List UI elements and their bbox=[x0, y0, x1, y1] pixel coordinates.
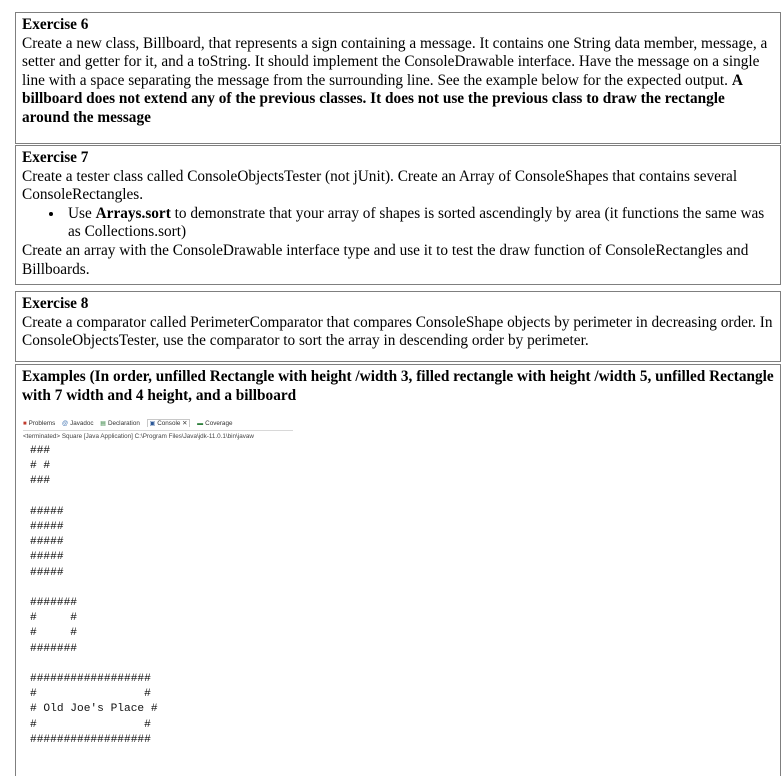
exercise-8-heading: Exercise 8 bbox=[22, 295, 89, 312]
exercise-7-bullet-list bbox=[22, 205, 774, 242]
examples-section bbox=[15, 364, 781, 776]
tab-javadoc[interactable] bbox=[62, 420, 94, 427]
exercise-6-section bbox=[15, 12, 781, 144]
close-icon[interactable]: ✕ bbox=[182, 420, 188, 427]
exercise-7-section bbox=[15, 145, 781, 285]
tab-declaration[interactable] bbox=[100, 420, 140, 427]
tab-label: Console bbox=[157, 420, 181, 427]
exercise-6-body bbox=[22, 35, 774, 128]
exercise-6-heading: Exercise 6 bbox=[22, 16, 89, 33]
declaration-icon: ▤ bbox=[100, 421, 106, 427]
exercise-7-bullet bbox=[64, 205, 774, 242]
bullet-rest: to demonstrate that your array of shapes is sorted ascendingly by area (it functions the same was as Collections.sort) bbox=[68, 204, 765, 241]
exercise-7-heading: Exercise 7 bbox=[22, 149, 89, 166]
console-tab-bar bbox=[23, 418, 293, 431]
exercise-8-text: Create a comparator called PerimeterComparator that compares ConsoleShape objects by perimeter in decreasing order. In ConsoleObjectsTester, use the comparator to sort the array in descending order by perimeter. bbox=[22, 313, 773, 350]
exercise-7-outro: Create an array with the ConsoleDrawable interface type and use it to test the draw function of ConsoleRectangles and Billboards. bbox=[22, 241, 749, 278]
exercise-7-intro: Create a tester class called ConsoleObjectsTester (not jUnit). Create an Array of ConsoleShapes that contains several ConsoleRectangles. bbox=[22, 167, 738, 204]
tab-problems[interactable] bbox=[23, 420, 55, 427]
problems-icon: ■ bbox=[23, 421, 27, 427]
exercise-6-text: Create a new class, Billboard, that represents a sign containing a message. It contains one String data member, message, a setter and getter for it, and a toString. It should implement the ConsoleDrawable interface. Have the message on a single line with a space separating the message from the surrounding line. See the example below for the expected output. bbox=[22, 34, 768, 89]
tab-coverage[interactable] bbox=[197, 420, 232, 427]
exercise-8-section bbox=[15, 291, 781, 362]
tab-label: Coverage bbox=[205, 420, 233, 427]
bullet-prefix: Use bbox=[68, 204, 96, 222]
exercise-6-bold-text: A billboard does not extend any of the previous classes. It does not use the previous class to draw the rectangle around the message bbox=[22, 71, 743, 126]
console-icon: ▣ bbox=[149, 421, 156, 427]
coverage-icon: ▬ bbox=[197, 421, 204, 427]
tab-console[interactable] bbox=[147, 419, 191, 427]
console-status-line: <terminated> Square [Java Application] C:\Program Files\Java\jdk-11.0.1\bin\javaw bbox=[23, 433, 254, 440]
tab-label: Declaration bbox=[107, 420, 140, 427]
bullet-bold-text: Arrays.sort bbox=[95, 204, 171, 222]
javadoc-icon: @ bbox=[61, 421, 69, 427]
tab-label: Javadoc bbox=[70, 420, 94, 427]
console-output: ### # # ### ##### ##### ##### ##### ##### ####### # # # # ####### ################## # # # Old Joe's Place # # # ################## bbox=[30, 445, 158, 746]
examples-heading: Examples (In order, unfilled Rectangle with height /width 3, filled rectangle with height /width 5, unfilled Rectangle with 7 width and 4 height, and a billboard bbox=[22, 368, 774, 404]
tab-label: Problems bbox=[28, 420, 56, 427]
